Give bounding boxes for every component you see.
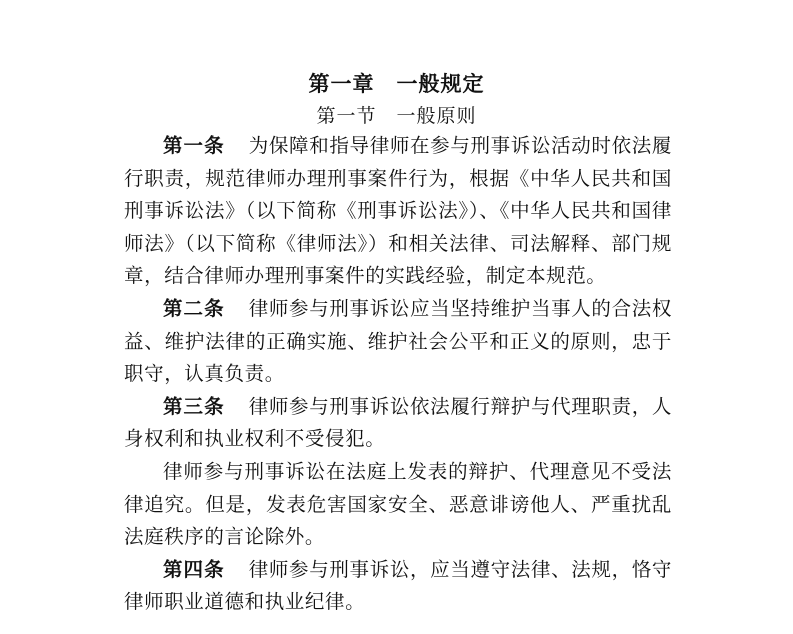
article-3 — [124, 391, 672, 456]
section-title: 第一节 一般原则 — [316, 105, 477, 127]
article-4 — [124, 554, 672, 619]
article-label: 第三条 — [163, 394, 225, 418]
article-label: 第一条 — [163, 134, 225, 157]
article-label: 第二条 — [163, 296, 225, 320]
article-3-paragraph-2: 律师参与刑事诉讼在法庭上发表的辩护、代理意见不受法律追究。但是，发表危害国家安全、恶意诽谤他人、严重扰乱法庭秩序的言论除外。 — [124, 459, 672, 549]
document-body — [124, 130, 672, 619]
chapter-title: 第一章 一般规定 — [308, 72, 485, 96]
article-text: 律师参与刑事诉讼，应当遵守法律、法规，恪守律师职业道德和执业纪律。 — [124, 557, 672, 614]
article-2 — [124, 293, 672, 391]
article-text: 律师参与刑事诉讼应当坚持维护当事人的合法权益、维护法律的正确实施、维护社会公平和正义的原则，忠于职守，认真负责。 — [124, 296, 672, 386]
article-label: 第四条 — [163, 557, 225, 581]
article-1 — [124, 130, 672, 293]
article-text: 律师参与刑事诉讼依法履行辩护与代理职责，人身权利和执业权利不受侵犯。 — [124, 394, 672, 451]
article-text: 为保障和指导律师在参与刑事诉讼活动时依法履行职责，规范律师办理刑事案件行为，根据《中华人民共和国刑事诉讼法》（以下简称《刑事诉讼法》）、《中华人民共和国律师法》（以下简称《律师法》）和相关法律、司法解释、部门规章，结合律师办理刑事案件的实践经验，制定本规范。 — [124, 134, 672, 288]
